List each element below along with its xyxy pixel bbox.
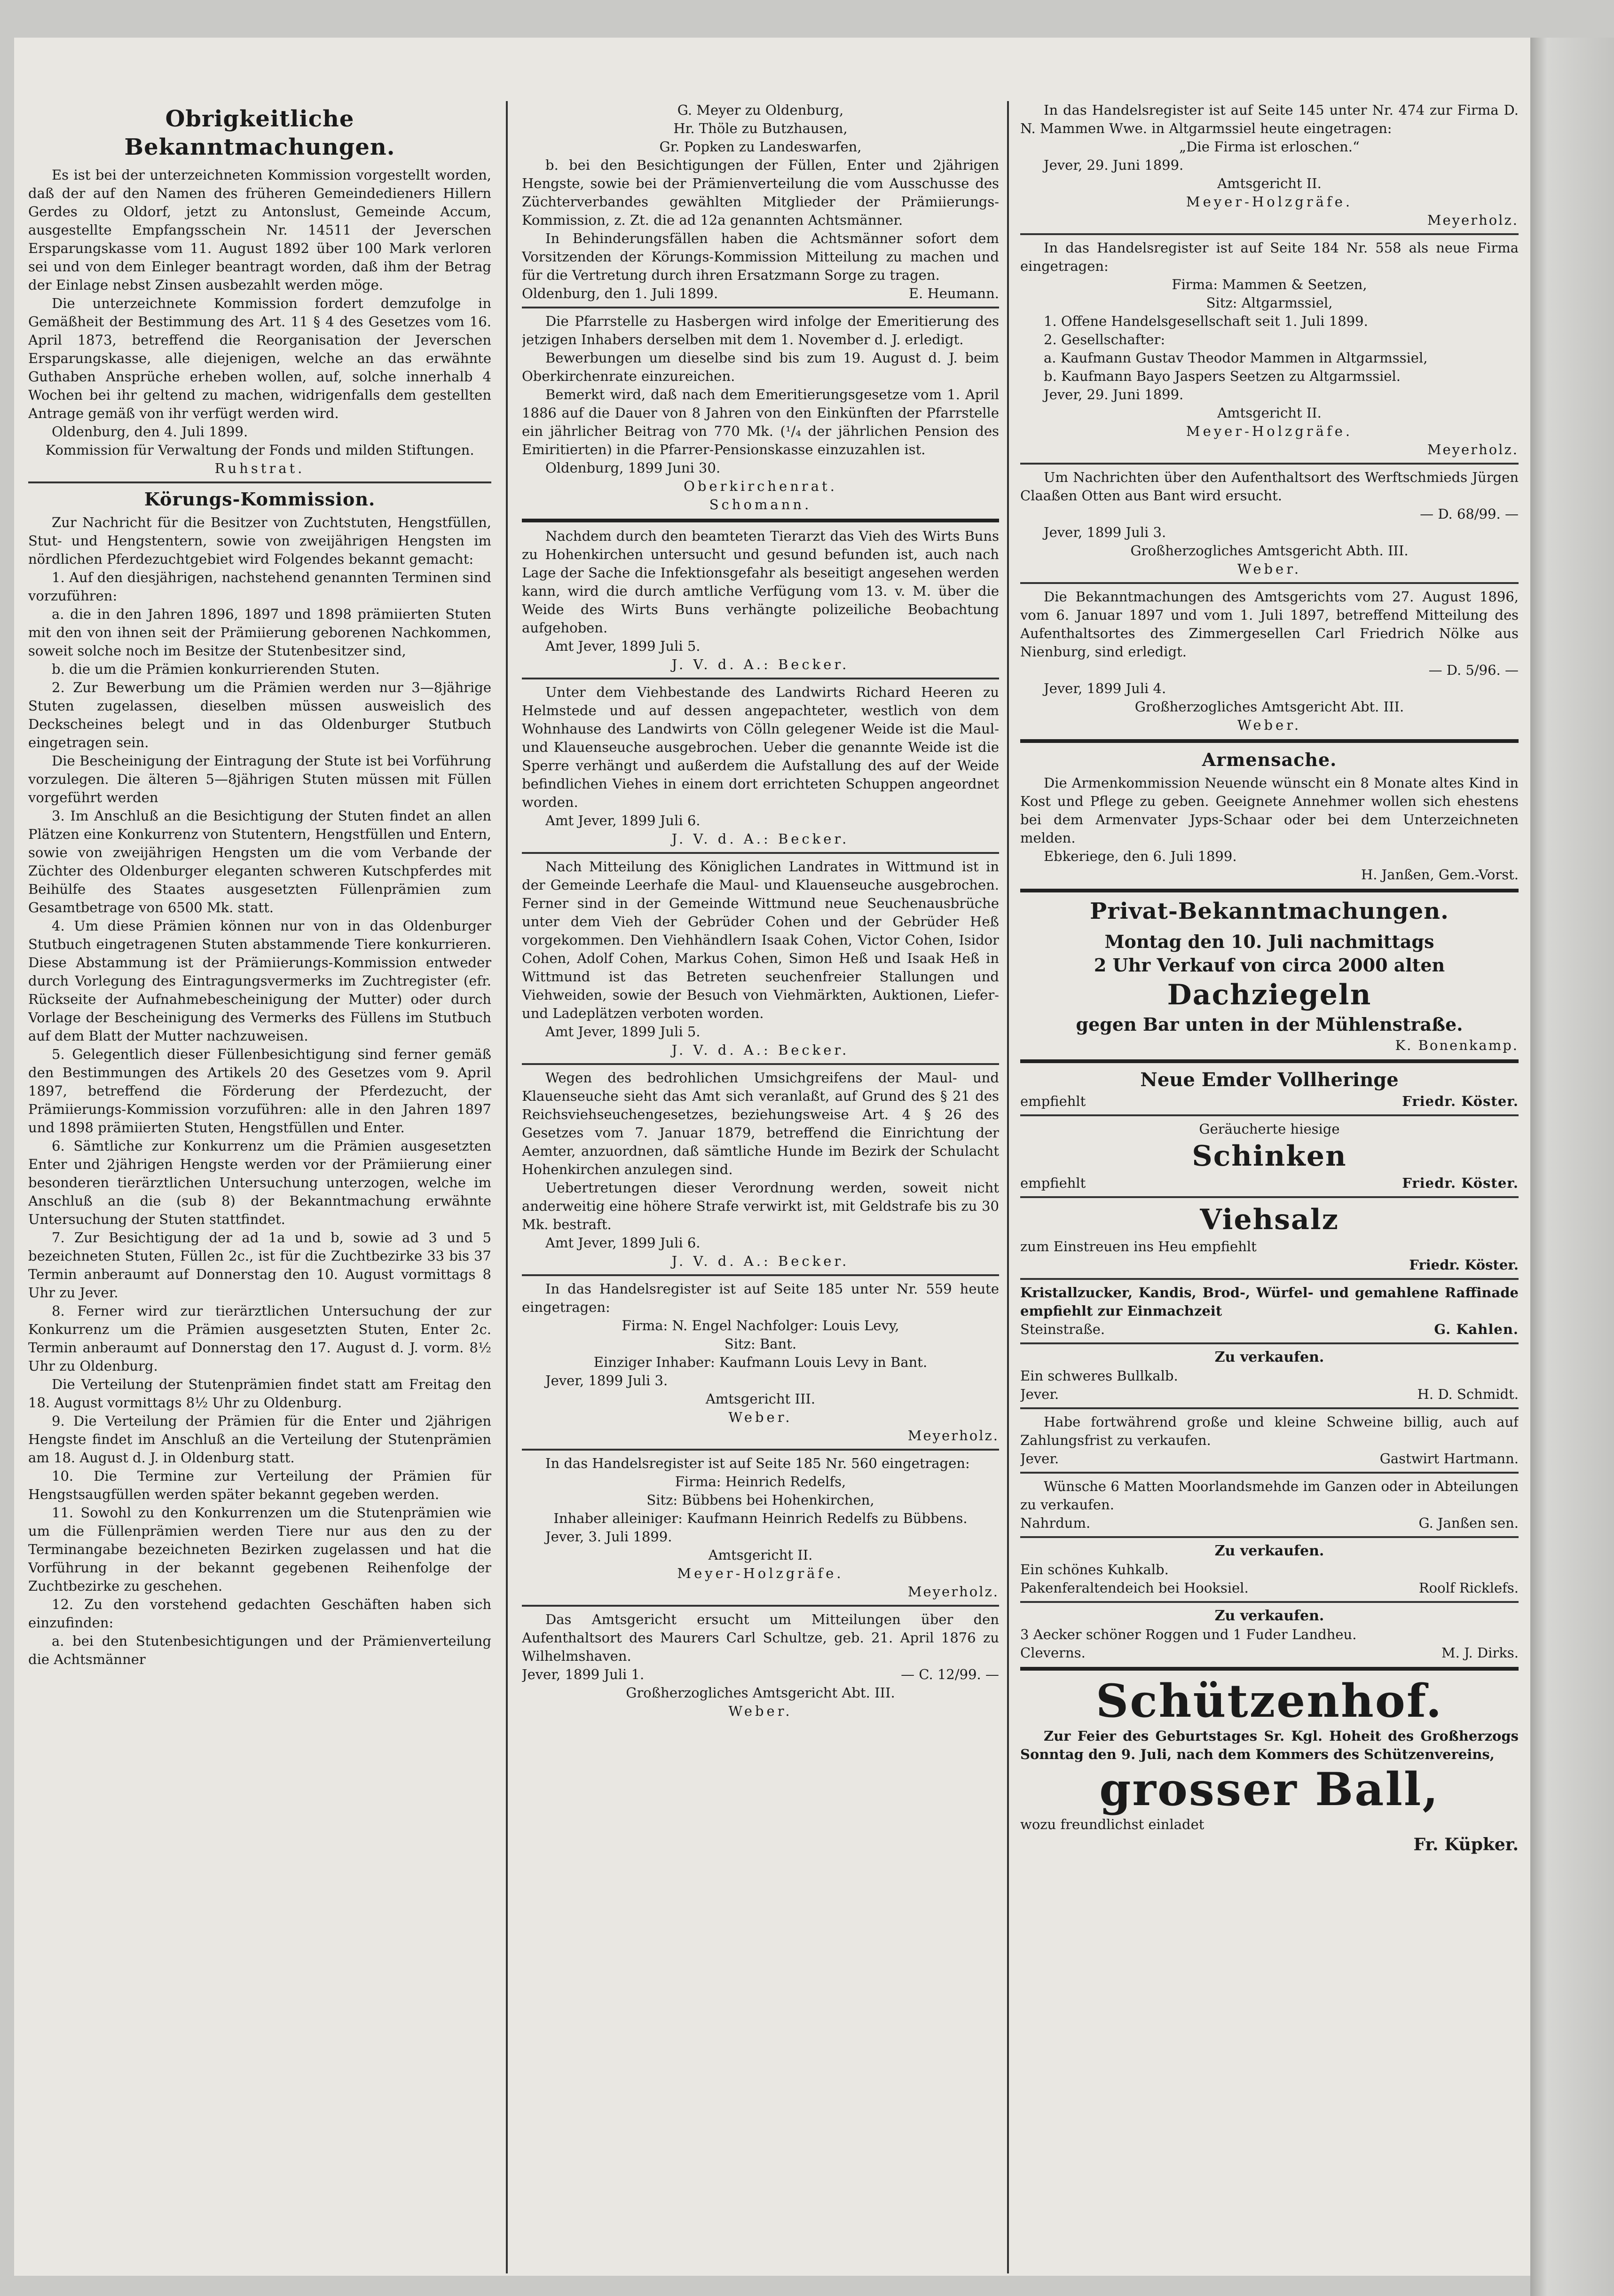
ad-text: gegen Bar unten in der Mühlenstraße.	[1076, 1014, 1463, 1035]
ad-headline: Neue Emder Vollheringe	[1140, 1069, 1399, 1091]
ad-signature: M. J. Dirks.	[1441, 1645, 1519, 1661]
divider	[1020, 739, 1519, 743]
notice-paragraph: In Behinderungsfällen haben die Achtsmänner sofort dem Vorsitzenden der Körungs-Kommission Mitteilung zu machen und für die Vertretung durch ihren Ersatzmann Sorge zu tragen.	[522, 230, 999, 283]
register-line: b. Kaufmann Bayo Jaspers Seetzen zu Altgarmssiel.	[1044, 368, 1401, 384]
ad-cattle-salt	[1020, 1202, 1519, 1274]
notice-paragraph: 2. Zur Bewerbung um die Prämien werden nur 3—8jährige Stuten zugelassen, dieselben müssen ausweislich des Deckscheines belegt und in das Oldenburger Stutbuch eingetragen sein.	[28, 679, 491, 750]
ad-schuetzenhof	[1020, 1675, 1519, 1855]
newspaper-page	[14, 38, 1530, 2276]
notice-paragraph: In das Handelsregister ist auf Seite 145 unter Nr. 474 zur Firma D. N. Mammen Wwe. in Altgarmssiel heute eingetragen:	[1020, 102, 1519, 136]
reference-number: — C. 12/99. —	[901, 1666, 999, 1682]
divider	[1020, 1342, 1519, 1344]
divider	[522, 1449, 999, 1451]
ad-signature: Gastwirt Hartmann.	[1379, 1451, 1519, 1467]
notice-paragraph: 12. Zu den vorstehend gedachten Geschäften haben sich einzufinden:	[28, 1596, 491, 1631]
register-line: Firma: Mammen & Seetzen,	[1172, 276, 1367, 292]
court-name: Amtsgericht II.	[1217, 405, 1322, 421]
register-line: a. Kaufmann Gustav Theodor Mammen in Altgarmssiel,	[1044, 350, 1428, 366]
date-ref-row	[522, 1665, 999, 1684]
court-name: Großherzogliches Amtsgericht Abt. III.	[1134, 699, 1404, 715]
notice-date: Jever, 29. Juni 1899.	[1044, 157, 1184, 173]
register-line: Sitz: Bant.	[724, 1336, 797, 1352]
ad-text: empfiehlt	[1020, 1175, 1086, 1191]
ad-sugar	[1020, 1284, 1519, 1339]
date-signature-row	[522, 284, 999, 303]
name-line: Gr. Popken zu Landeswarfen,	[659, 139, 862, 155]
notice-signature: J. V. d. A.: Becker.	[671, 656, 850, 672]
notice-paragraph: a. die in den Jahren 1896, 1897 und 1898 prämiierten Stuten mit den von ihnen seit der Prämiierung geborenen Nachkommen, soweit solche noch im Besitze der Stutenbesitzer sind,	[28, 606, 491, 659]
notice-paragraph: 5. Gelegentlich dieser Füllenbesichtigung sind ferner gemäß den Bestimmungen des Artikels 20 des Gesetzes vom 9. April 1897, betreffend die Förderung der Pferdezucht, der Prämiierungs-Kommission vorzuführen: alle in den Jahren 1897 und 1898 prämiierten Stuten, Hengstfüllen und Enter.	[28, 1046, 491, 1136]
notice-date: Amt Jever, 1899 Juli 5.	[545, 638, 701, 654]
ad-headline: Dachziegeln	[1167, 978, 1372, 1011]
notice-paragraph: 4. Um diese Prämien können nur von in das Oldenburger Stutbuch eingetragenen Stuten abstammende Tiere konkurrieren. Diese Abstammung ist der Prämiierungs-Kommission entweder durch Vorlegung des Eintragungsvermerks im Zuchtregister (efr. Rückseite der Aufnahmebescheinigung der Mutter) oder durch Vorlage der Bescheinigung des Vermerks des Füllens im Stutbuch auf dem Blatt der Mutter nachzuweisen.	[28, 918, 491, 1044]
notice-paragraph: Nach Mitteilung des Königlichen Landrates in Wittmund ist in der Gemeinde Leerhafe die Maul- und Klauenseuche ausgebrochen. Ferner sind in der Gemeinde Wittmund neue Seuchenausbrüche unter dem Vieh der Gebrüder Cohen und der Gebrüder Heß vorgekommen. Den Viehhändlern Isaak Cohen, Victor Cohen, Isidor Cohen, Adolf Cohen, Markus Cohen, Simon Heß und Isaak Heß in Wittmund ist das Betreten seuchenfreier Stallungen und Viehweiden, sowie der Besuch von Viehmärkten, Auktionen, Liefer- und Ladeplätzen verboten worden.	[522, 859, 999, 1021]
notice-paragraph: Die unterzeichnete Kommission fordert demzufolge in Gemäßheit der Bestimmung des Art. 11 § 4 des Gesetzes vom 16. April 1873, betreffend die Reorganisation der Jeverschen Ersparungskasse, alle diejenigen, welche an das erwähnte Guthaben Ansprüche erheben wollen, auf, solche innerhalb 4 Wochen bei ihr geltend zu machen, widrigenfalls dem gestellten Antrage gemäß von ihr verfügt werden wird.	[28, 295, 491, 421]
ad-roof-tiles	[1020, 930, 1519, 1055]
ad-text: Ein schweres Bullkalb.	[1020, 1368, 1178, 1384]
ad-sale-rye	[1020, 1607, 1519, 1662]
notice-paragraph: Zur Nachricht für die Besitzer von Zuchtstuten, Hengstfüllen, Stut- und Hengstentern, sowie von zweijährigen Hengsten im nördlichen Pferdezuchtgebiet wird Folgendes bekannt gemacht:	[28, 514, 491, 567]
notice-date: Jever, 1899 Juli 1.	[522, 1666, 645, 1682]
notice-paragraph: 7. Zur Besichtigung der ad 1a und b, sowie ad 3 und 5 bezeichneten Stuten, Füllen 2c., ist für die Zuchtbezirke 33 bis 37 Termin anberaumt auf Donnerstag den 10. August vormittags 8 Uhr zu Jever.	[28, 1230, 491, 1301]
notice-signature: Meyer-Holzgräfe.	[677, 1565, 844, 1581]
reference-number: — D. 5/96. —	[1428, 662, 1519, 678]
ad-location: Cleverns.	[1020, 1645, 1086, 1661]
ad-location: Steinstraße.	[1020, 1321, 1105, 1337]
notice-signature: Meyer-Holzgräfe.	[1186, 423, 1353, 439]
notice-date: Oldenburg, den 1. Juli 1899.	[522, 285, 718, 301]
divider	[1020, 582, 1519, 584]
section-title-official: Obrigkeitliche Bekanntmachungen.	[124, 106, 395, 160]
divider	[1020, 233, 1519, 235]
divider	[1020, 1059, 1519, 1063]
notice-paragraph: 8. Ferner wird zur tierärztlichen Untersuchung der zur Konkurrenz um die Prämien ausgesetzten Stuten, Enter 2c. Termin anberaumt auf Donnerstag den 17. August d. J. vorm. 8½ Uhr zu Oldenburg.	[28, 1303, 491, 1374]
court-name: Großherzogliches Amtsgericht Abt. III.	[626, 1685, 895, 1701]
notice-paragraph: Um Nachrichten über den Aufenthaltsort des Werftschmieds Jürgen Claaßen Otten aus Bant wird ersucht.	[1020, 469, 1519, 504]
ad-pigs	[1020, 1413, 1519, 1468]
ad-moorland	[1020, 1477, 1519, 1532]
section-title-private: Privat-Bekanntmachungen.	[1090, 898, 1449, 924]
ad-footer-row	[1020, 1174, 1519, 1192]
ad-sale-bull-calf	[1020, 1348, 1519, 1404]
page-edge-shadow	[1530, 38, 1614, 2296]
notice-signature: Meyer-Holzgräfe.	[1186, 194, 1353, 210]
ad-signature: Roolf Ricklefs.	[1418, 1580, 1519, 1596]
notice-signature: Meyerholz.	[907, 1428, 999, 1444]
ad-signature: Friedr. Köster.	[1402, 1093, 1519, 1109]
divider	[28, 481, 491, 483]
section-title-koerung: Körungs-Kommission.	[144, 489, 376, 510]
section-title-armensache: Armensache.	[1202, 749, 1337, 770]
notice-paragraph: b. bei den Besichtigungen der Füllen, Enter und 2jährigen Hengste, sowie bei der Prämienverteilung die vom Ausschusse des Züchterverbandes gewählten Mitglieder der Prämiierungs-Kommission, z. Zt. die ad 12a genannten Achtsmänner.	[522, 157, 999, 228]
divider	[1020, 889, 1519, 892]
ad-text: Habe fortwährend große und kleine Schweine billig, auch auf Zahlungsfrist zu verkaufen.	[1020, 1414, 1519, 1448]
notice-paragraph: 6. Sämtliche zur Konkurrenz um die Prämien ausgesetzten Enter und 2jährigen Hengste werden vor der Prämiierung einer besonderen tierärztlichen Untersuchung unterzogen, welche im Anschluß an die (sub 8) der Bekanntmachung erwähnte Untersuchung der Stuten stattfindet.	[28, 1138, 491, 1227]
notice-signature: Meyerholz.	[907, 1584, 999, 1600]
register-line: Sitz: Bübbens bei Hohenkirchen,	[646, 1492, 874, 1508]
notice-date: Amt Jever, 1899 Juli 5.	[545, 1024, 701, 1040]
ad-location: Jever.	[1020, 1451, 1059, 1467]
divider	[522, 1063, 999, 1065]
notice-date: Oldenburg, 1899 Juni 30.	[545, 460, 721, 476]
reference-number: — D. 68/99. —	[1420, 506, 1519, 522]
column-3	[1020, 101, 1519, 1858]
ad-sale-cow-calf	[1020, 1542, 1519, 1597]
notice-paragraph: Bemerkt wird, daß nach dem Emeritierungsgesetze vom 1. April 1886 auf die Dauer von 8 Jahren von den Einkünften der Pfarrstelle ein jährlicher Beitrag von 770 Mk. (¹/₄ der jährlichen Pension des Emiritierten) in die Pfarrer-Pensionskasse einzuzahlen ist.	[522, 387, 999, 458]
notice-signature: Oberkirchenrat.	[684, 478, 837, 494]
ad-text: Ein schönes Kuhkalb.	[1020, 1562, 1169, 1578]
ad-headline: Zu verkaufen.	[1214, 1349, 1324, 1365]
notice-paragraph: In das Handelsregister ist auf Seite 185 unter Nr. 559 heute eingetragen:	[522, 1281, 999, 1315]
notice-signature: Weber.	[728, 1409, 793, 1425]
divider	[1020, 1407, 1519, 1409]
notice-signature: Weber.	[1237, 561, 1302, 577]
ad-signature: Friedr. Köster.	[1409, 1257, 1519, 1273]
ad-text: 2 Uhr Verkauf von circa 2000 alten	[1094, 955, 1445, 976]
ad-signature: Friedr. Köster.	[1402, 1175, 1519, 1191]
divider	[522, 1605, 999, 1607]
register-line: Inhaber alleiniger: Kaufmann Heinrich Redelfs zu Bübbens.	[553, 1510, 968, 1526]
notice-paragraph: Es ist bei der unterzeichneten Kommission vorgestellt worden, daß der auf den Namen des früheren Gemeindedieners Hillern Gerdes zu Oldorf, jetzt zu Antonslust, Gemeinde Accum, ausgestellte Empfangsschein Nr. 14511 der Jeverschen Ersparungskasse vom 11. August 1892 über 100 Mark verloren sei und von dem Einleger beantragt worden, daß ihm der Betrag der Einlage nebst Zinsen ausbezahlt werden möge.	[28, 167, 491, 293]
notice-date: Amt Jever, 1899 Juli 6.	[545, 813, 701, 828]
notice-paragraph: 9. Die Verteilung der Prämien für die Enter und 2jährigen Hengste findet im Anschluß an die Verteilung der Stutenprämien am 18. August d. J. in Oldenburg statt.	[28, 1413, 491, 1466]
notice-paragraph: 11. Sowohl zu den Konkurrenzen um die Stutenprämien wie um die Füllenprämien werden Tiere nur aus den zu der Terminangabe bezeichneten Bezirken zugelassen und hat die Vorführung in der bekannt gegebenen Reihenfolge der Zuchtbezirke zu geschehen.	[28, 1505, 491, 1594]
divider	[1020, 1536, 1519, 1538]
column-rule	[1007, 101, 1009, 2273]
ad-signature: G. Kahlen.	[1434, 1321, 1519, 1337]
ad-text: 3 Aecker schöner Roggen und 1 Fuder Landheu.	[1020, 1626, 1357, 1642]
ad-footer-row	[1020, 1385, 1519, 1404]
register-line: 1. Offene Handelsgesellschaft seit 1. Juli 1899.	[1044, 313, 1368, 329]
court-name: Amtsgericht III.	[705, 1391, 816, 1407]
notice-paragraph: Wegen des bedrohlichen Umsichgreifens der Maul- und Klauenseuche sieht das Amt sich veranlaßt, auf Grund des § 21 des Reichsviehseuchengesetzes, beziehungsweise Art. 4 § 26 des Gesetzes vom 7. Januar 1879, betreffend die Einrichtung der Aemter, anzuordnen, daß sämtliche Hunde im Bezirk der Schulacht Hohenkirchen anzulegen sind.	[522, 1070, 999, 1177]
divider	[522, 1274, 999, 1276]
column-rule	[506, 101, 508, 2273]
notice-paragraph: 1. Auf den diesjährigen, nachstehend genannten Terminen sind vorzuführen:	[28, 569, 491, 604]
ad-text: Montag den 10. Juli nachmittags	[1104, 931, 1434, 952]
notice-paragraph: Unter dem Viehbestande des Landwirts Richard Heeren zu Helmstede und auf dessen angepachteter, westlich von dem Wohnhause des Landwirts von Cölln gelegener Weide ist die Maul- und Klauenseuche ausgebrochen. Ueber die genannte Weide ist die Sperre verhängt und außerdem die Aufstallung des auf der Weide befindlichen Viehes in einem dort errichteten Schuppen angeordnet worden.	[522, 684, 999, 810]
ad-footer-row	[1020, 1092, 1519, 1111]
ad-signature: K. Bonenkamp.	[1395, 1037, 1519, 1053]
divider	[522, 852, 999, 854]
ad-footer-row	[1020, 1579, 1519, 1597]
ad-headline: Zu verkaufen.	[1214, 1608, 1324, 1624]
ad-signature: H. D. Schmidt.	[1417, 1386, 1519, 1402]
notice-signature: Schomann.	[709, 497, 812, 513]
notice-date: Amt Jever, 1899 Juli 6.	[545, 1235, 701, 1251]
notice-paragraph: Die Bekanntmachungen des Amtsgerichts vom 27. August 1896, vom 6. Januar 1897 und vom 1. Juli 1897, betreffend Mitteilung des Aufenthaltsortes des Zimmergesellen Carl Friedrich Nölke aus Nienburg, sind erledigt.	[1020, 589, 1519, 660]
notice-date: Oldenburg, den 4. Juli 1899.	[52, 424, 248, 440]
notice-signature: H. Janßen, Gem.-Vorst.	[1361, 867, 1519, 883]
notice-signature: Meyerholz.	[1427, 442, 1519, 458]
court-name: Amtsgericht II.	[708, 1547, 813, 1563]
ad-text: wozu freundlichst einladet	[1020, 1816, 1205, 1832]
notice-paragraph: Das Amtsgericht ersucht um Mitteilungen über den Aufenthaltsort des Maurers Carl Schultze, geb. 21. April 1876 zu Wilhelmshaven.	[522, 1611, 999, 1664]
ad-text: Kristallzucker, Kandis, Brod-, Würfel- und gemahlene Raffinade empfiehlt zur Einmachzeit	[1020, 1285, 1519, 1319]
notice-signature: Weber.	[728, 1703, 793, 1719]
notice-signature: J. V. d. A.: Becker.	[671, 831, 850, 847]
notice-signature: Weber.	[1237, 717, 1302, 733]
notice-signature: E. Heumann.	[908, 285, 999, 301]
divider	[1020, 1472, 1519, 1474]
notice-signature: J. V. d. A.: Becker.	[671, 1042, 850, 1058]
notice-date: Jever, 3. Juli 1899.	[545, 1529, 672, 1545]
notice-date: Ebkeriege, den 6. Juli 1899.	[1044, 848, 1237, 864]
ad-location: Jever.	[1020, 1386, 1059, 1402]
notice-paragraph: Uebertretungen dieser Verordnung werden, soweit nicht anderweitig eine höhere Strafe verwirkt ist, mit Geldstrafe bis zu 30 Mk. bestraft.	[522, 1180, 999, 1232]
register-line: „Die Firma ist erloschen.“	[1179, 139, 1360, 155]
ad-text: Geräucherte hiesige	[1199, 1121, 1340, 1137]
notice-paragraph: 10. Die Termine zur Verteilung der Prämien für Hengstsaugfüllen werden später bekannt gegeben werden.	[28, 1468, 491, 1502]
notice-paragraph: Die Pfarrstelle zu Hasbergen wird infolge der Emeritierung des jetzigen Inhabers derselben mit dem 1. November d. J. erledigt.	[522, 313, 999, 347]
divider	[522, 519, 999, 522]
register-line: 2. Gesellschafter:	[1044, 331, 1165, 347]
notice-paragraph: b. die um die Prämien konkurrierenden Stuten.	[52, 661, 380, 677]
court-name: Amtsgericht II.	[1217, 175, 1322, 191]
notice-date: Jever, 1899 Juli 4.	[1044, 680, 1166, 696]
divider	[522, 678, 999, 679]
ad-text: zum Einstreuen ins Heu empfiehlt	[1020, 1239, 1257, 1255]
notice-paragraph: Bewerbungen um dieselbe sind bis zum 19. August d. J. beim Oberkirchenrate einzureichen.	[522, 350, 999, 384]
divider	[522, 307, 999, 308]
ad-location: Pakenferaltendeich bei Hooksiel.	[1020, 1580, 1249, 1596]
divider	[1020, 1114, 1519, 1116]
notice-date: Jever, 1899 Juli 3.	[1044, 524, 1166, 540]
notice-paragraph: Die Bescheinigung der Eintragung der Stute ist bei Vorführung vorzulegen. Die älteren 5—8jährigen Stuten müssen mit Füllen vorgeführt werden	[28, 753, 491, 805]
divider	[1020, 1667, 1519, 1671]
ad-footer-row	[1020, 1644, 1519, 1662]
ad-ham	[1020, 1120, 1519, 1192]
ad-location: Nahrdum.	[1020, 1515, 1091, 1531]
notice-paragraph: Nachdem durch den beamteten Tierarzt das Vieh des Wirts Buns zu Hohenkirchen untersucht und gesund befunden ist, auch nach Lage der Sache die Infektionsgefahr als beseitigt angesehen werden kann, wird die durch amtliche Verfügung vom 13. v. M. über die Weide des Wirts Buns verhängte polizeiliche Beobachtung aufgehoben.	[522, 528, 999, 636]
ad-headline: Zu verkaufen.	[1214, 1543, 1324, 1559]
notice-signature: Ruhstrat.	[214, 460, 305, 476]
name-line: Hr. Thöle zu Butzhausen,	[673, 120, 848, 136]
ad-footer-row	[1020, 1514, 1519, 1532]
notice-paragraph: In das Handelsregister ist auf Seite 184 Nr. 558 als neue Firma eingetragen:	[1020, 240, 1519, 274]
ad-herring	[1020, 1068, 1519, 1111]
divider	[1020, 1601, 1519, 1603]
divider	[1020, 1196, 1519, 1198]
notice-paragraph: In das Handelsregister ist auf Seite 185 Nr. 560 eingetragen:	[545, 1455, 970, 1471]
column-2	[522, 101, 999, 1720]
register-line: Firma: Heinrich Redelfs,	[675, 1474, 846, 1490]
register-line: Einziger Inhaber: Kaufmann Louis Levy in Bant.	[593, 1354, 928, 1370]
ad-headline: grosser Ball,	[1099, 1763, 1440, 1816]
ad-headline: Schützenhof.	[1095, 1674, 1443, 1728]
register-line: Sitz: Altgarmssiel,	[1206, 295, 1333, 311]
ad-footer-row	[1020, 1450, 1519, 1468]
court-name: Großherzogliches Amtsgericht Abth. III.	[1130, 543, 1409, 559]
notice-signature: Kommission für Verwaltung der Fonds und milden Stiftungen.	[45, 442, 474, 458]
notice-paragraph: Die Verteilung der Stutenprämien findet statt am Freitag den 18. August vormittags 8½ Uhr zu Oldenburg.	[28, 1376, 491, 1411]
divider	[1020, 1278, 1519, 1280]
name-line: G. Meyer zu Oldenburg,	[677, 102, 844, 118]
ad-signature: Fr. Küpker.	[1413, 1835, 1519, 1854]
notice-signature: J. V. d. A.: Becker.	[671, 1253, 850, 1269]
notice-date: Jever, 1899 Juli 3.	[545, 1373, 668, 1389]
ad-text: Wünsche 6 Matten Moorlandsmehde im Ganzen oder in Abteilungen zu verkaufen.	[1020, 1478, 1519, 1513]
notice-paragraph: 3. Im Anschluß an die Besichtigung der Stuten findet an allen Plätzen eine Konkurrenz von Stutentern, Hengstfüllen und Entern, sowie von zweijährigen Hengsten um die vom Verbande der Züchter des Oldenburger eleganten schweren Kutschpferdes mit Beihülfe des Staates ausgesetzten Füllenprämien zum Gesamtbetrage von 6500 Mk. statt.	[28, 808, 491, 915]
column-1	[28, 101, 491, 1669]
notice-signature: Meyerholz.	[1427, 212, 1519, 228]
register-line: Firma: N. Engel Nachfolger: Louis Levy,	[622, 1318, 899, 1333]
ad-text: Zur Feier des Geburtstages Sr. Kgl. Hoheit des Großherzogs Sonntag den 9. Juli, nach dem Kommers des Schützenvereins,	[1020, 1728, 1519, 1762]
ad-footer-row	[1020, 1320, 1519, 1339]
notice-paragraph: Die Armenkommission Neuende wünscht ein 8 Monate altes Kind in Kost und Pflege zu geben. Geeignete Annehmer wollen sich ehestens bei dem Armenvater Jyps-Schaar oder bei dem Unterzeichneten melden.	[1020, 775, 1519, 846]
ad-text: empfiehlt	[1020, 1093, 1086, 1109]
ad-headline: Schinken	[1192, 1140, 1347, 1173]
notice-date: Jever, 29. Juni 1899.	[1044, 387, 1184, 402]
ad-headline: Viehsalz	[1200, 1203, 1339, 1236]
divider	[1020, 463, 1519, 465]
notice-paragraph: a. bei den Stutenbesichtigungen und der Prämienverteilung die Achtsmänner	[28, 1633, 491, 1667]
ad-signature: G. Janßen sen.	[1418, 1515, 1519, 1531]
